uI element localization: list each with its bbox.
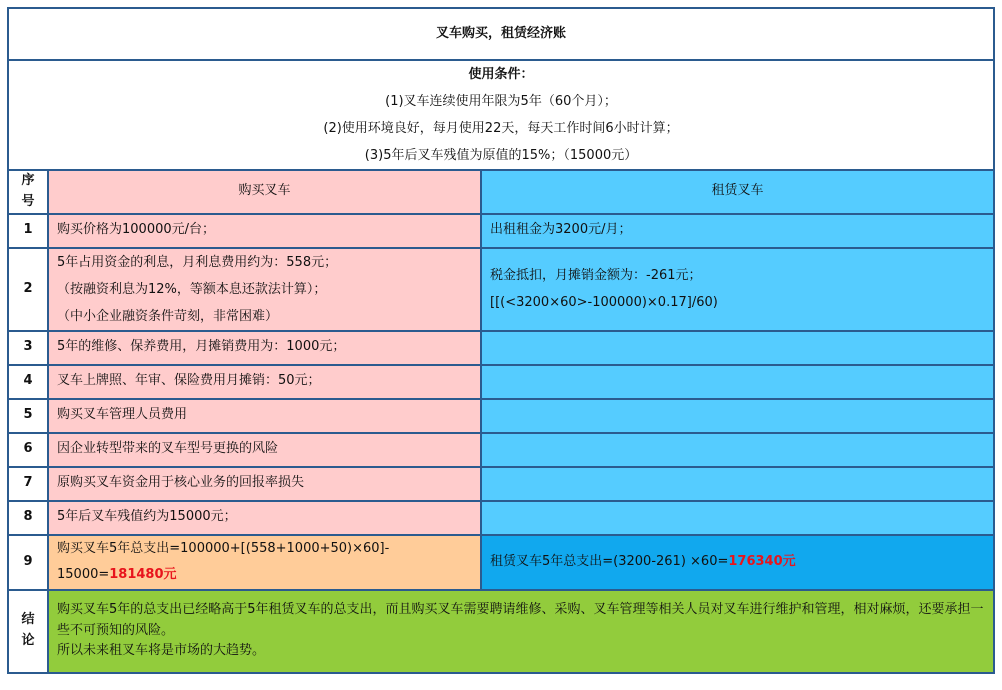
rent-total-cell [481, 535, 994, 590]
buy-cell [48, 399, 481, 433]
buy-cell [48, 433, 481, 467]
buy-total-line-2 [57, 562, 472, 588]
rent-line: [[(<3200×60>-100000)×0.17]/60) [490, 295, 718, 311]
header-rent: 租赁叉车 [481, 170, 994, 214]
buy-line: （中小企业融资条件苛刻，非常困难） [57, 308, 279, 324]
buy-cell [48, 501, 481, 535]
table-row [8, 467, 994, 501]
rent-line: 出租租金为3200元/月； [490, 222, 632, 238]
rent-line: 税金抵扣，月摊销金额为：-261元； [490, 268, 702, 284]
table-row [8, 365, 994, 399]
row-number: 5 [8, 399, 48, 433]
buy-cell [48, 331, 481, 365]
table-row [8, 248, 994, 331]
conclusion-line-1: 购买叉车5年的总支出已经略高于5年租赁叉车的总支出，而且购买叉车需要聘请维修、采购、叉车管理等相关人员对叉车进行维护和管理，相对麻烦，还要承担一些不可预知的风险。 [57, 601, 984, 638]
conclusion-row [8, 590, 994, 673]
buy-line: 5年的维修、保养费用，月摊销费用为：1000元； [57, 339, 346, 355]
rent-cell [481, 467, 994, 501]
row-number: 6 [8, 433, 48, 467]
buy-cell [48, 365, 481, 399]
buy-total-value: 181480元 [109, 567, 177, 583]
table-row [8, 331, 994, 365]
comparison-table [7, 7, 995, 674]
conditions-heading: 使用条件： [468, 67, 534, 82]
buy-line: 叉车上牌照、年审、保险费用月摊销：50元； [57, 373, 321, 389]
table-row [8, 399, 994, 433]
rent-cell [481, 365, 994, 399]
rent-cell [481, 501, 994, 535]
rent-cell [481, 248, 994, 331]
buy-line: 购买叉车管理人员费用 [57, 407, 188, 423]
buy-total-cell [48, 535, 481, 590]
condition-line-3: (3)5年后叉车残值为原值的15%；（15000元） [364, 148, 638, 163]
buy-line: （按融资利息为12%，等额本息还款法计算）； [57, 281, 327, 297]
rent-total-text: 租赁叉车5年总支出=(3200-261) ×60= [490, 553, 729, 569]
buy-line: 5年占用资金的利息，月利息费用约为：558元； [57, 254, 338, 270]
buy-line: 因企业转型带来的叉车型号更换的风险 [57, 441, 279, 457]
row-number: 4 [8, 365, 48, 399]
row-number: 3 [8, 331, 48, 365]
table-row [8, 501, 994, 535]
conclusion-label: 结论 [8, 590, 48, 673]
conclusion-cell [48, 590, 994, 673]
buy-line: 购买价格为100000元/台； [57, 222, 216, 238]
row-number: 1 [8, 214, 48, 248]
row-number: 9 [8, 535, 48, 590]
buy-total-prefix: 15000= [57, 567, 110, 583]
table-row [8, 214, 994, 248]
buy-total-line-1: 购买叉车5年总支出=100000+[(558+1000+50)×60]- [57, 541, 390, 557]
condition-line-1: (1)叉车连续使用年限为5年（60个月）； [385, 94, 617, 109]
rent-cell [481, 433, 994, 467]
conclusion-line-2: 所以未来租叉车将是市场的大趋势。 [57, 643, 266, 659]
buy-cell [48, 214, 481, 248]
rent-cell [481, 331, 994, 365]
rent-cell [481, 214, 994, 248]
header-buy: 购买叉车 [48, 170, 481, 214]
condition-line-2: (2)使用环境良好，每月使用22天，每天工作时间6小时计算； [323, 121, 679, 136]
table-row [8, 433, 994, 467]
buy-line: 5年后叉车残值约为15000元； [57, 509, 237, 525]
buy-cell [48, 467, 481, 501]
row-number: 7 [8, 467, 48, 501]
row-number: 2 [8, 248, 48, 331]
rent-total-value: 176340元 [728, 553, 796, 569]
table-row-total [8, 535, 994, 590]
header-number: 序号 [8, 170, 48, 214]
rent-cell [481, 399, 994, 433]
buy-line: 原购买叉车资金用于核心业务的回报率损失 [57, 475, 305, 491]
conditions-cell [8, 60, 994, 170]
buy-cell [48, 248, 481, 331]
table-title: 叉车购买，租赁经济账 [8, 8, 994, 60]
row-number: 8 [8, 501, 48, 535]
